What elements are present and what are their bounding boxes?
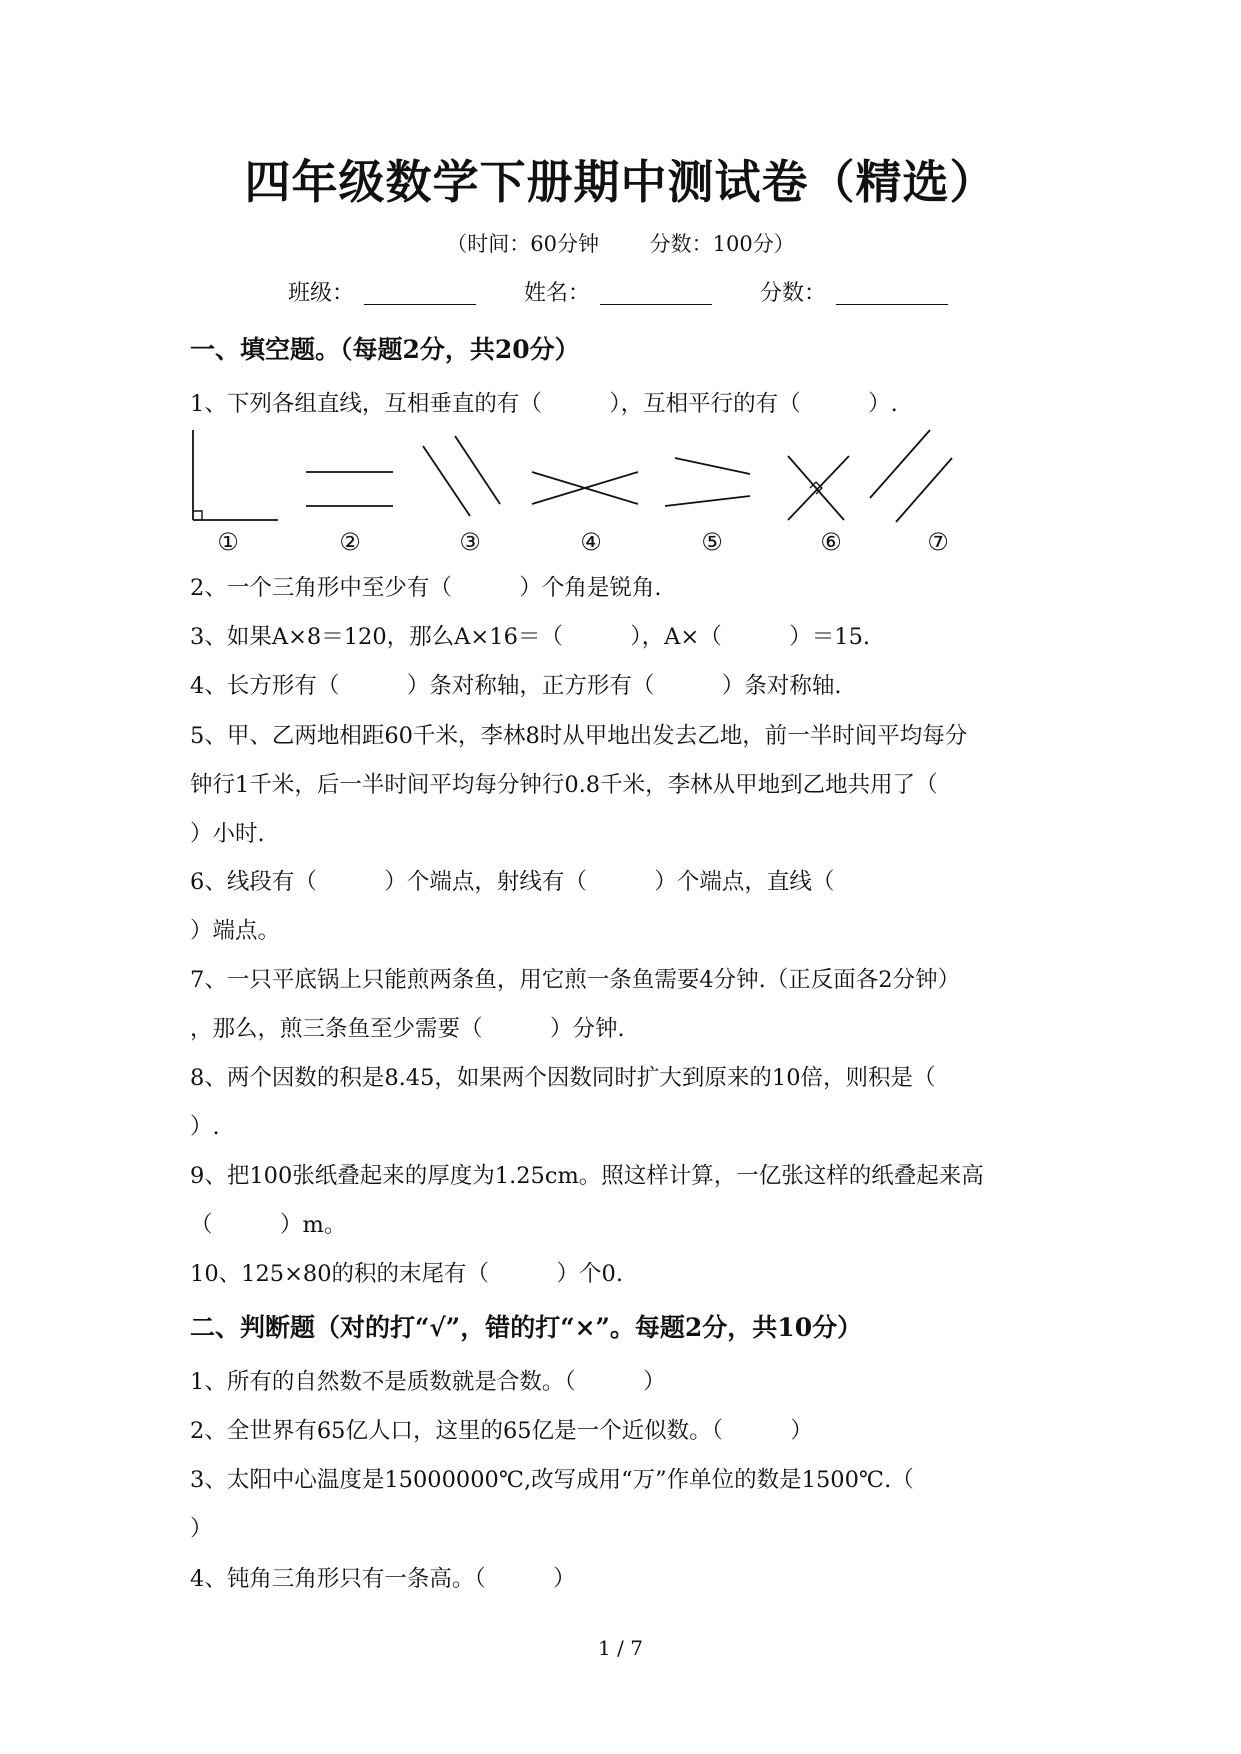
fill-question-1: 1、下列各组直线，互相垂直的有（ ），互相平行的有（ ）. (190, 391, 898, 417)
exam-time: （时间：60分钟 (446, 232, 599, 256)
figure-label-2: ② (339, 528, 361, 555)
fill-question-6-line-1: 6、线段有（ ）个端点，射线有（ ）个端点，直线（ (190, 869, 835, 895)
figure-pair-2 (306, 472, 393, 506)
figure-label-7: ⑦ (927, 528, 949, 555)
figure-label-5: ⑤ (701, 528, 723, 555)
judge-question-3-line-2: ） (190, 1516, 213, 1542)
fill-question-5-line-1: 5、甲、乙两地相距60千米，李林8时从甲地出发去乙地，前一半时间平均每分 (190, 723, 968, 749)
section-fill-in-heading: 一、填空题。（每题2分，共20分） (190, 335, 580, 364)
name-blank[interactable] (600, 304, 712, 305)
score-blank[interactable] (836, 304, 948, 305)
fill-question-10: 10、125×80的积的末尾有（ ）个0. (190, 1261, 624, 1287)
fill-question-2: 2、一个三角形中至少有（ ）个角是锐角. (190, 575, 662, 601)
fill-question-5-line-3: ）小时. (190, 821, 265, 847)
fill-question-6-line-2: ）端点。 (190, 918, 281, 944)
page-title: 四年级数学下册期中测试卷（精选） (244, 155, 997, 209)
exam-total-score: 分数：100分） (649, 232, 795, 256)
judge-question-4: 4、钝角三角形只有一条高。（ ） (190, 1566, 576, 1592)
fill-question-4: 4、长方形有（ ）条对称轴，正方形有（ ）条对称轴. (190, 673, 842, 699)
figure-label-1: ① (217, 528, 239, 555)
judge-question-3-line-1: 3、太阳中心温度是15000000℃,改写成用“万”作单位的数是1500℃.（ (190, 1467, 914, 1493)
exam-meta (0, 228, 1241, 258)
page-number: 1 / 7 (598, 1636, 643, 1660)
figure-pair-1 (193, 430, 278, 520)
fill-question-5-line-2: 钟行1千米，后一半时间平均每分钟行0.8千米，李林从甲地到乙地共用了（ (190, 772, 938, 798)
figure-label-3: ③ (459, 528, 481, 555)
fill-question-7-line-2: ，那么，煎三条鱼至少需要（ ）分钟. (190, 1016, 625, 1042)
judge-question-2: 2、全世界有65亿人口，这里的65亿是一个近似数。（ ） (190, 1418, 813, 1444)
line-pairs-figure (180, 420, 960, 555)
fill-question-8-line-2: ）. (190, 1114, 220, 1140)
section-true-false-heading: 二、判断题（对的打“√”，错的打“×”。每题2分，共10分） (190, 1313, 863, 1342)
figure-label-6: ⑥ (820, 528, 842, 555)
fill-question-9-line-1: 9、把100张纸叠起来的厚度为1.25cm。照这样计算，一亿张这样的纸叠起来高 (190, 1163, 984, 1189)
class-label: 班级： (288, 281, 355, 306)
class-blank[interactable] (364, 304, 476, 305)
fill-question-8-line-1: 8、两个因数的积是8.45，如果两个因数同时扩大到原来的10倍，则积是（ (190, 1065, 936, 1091)
figure-label-4: ④ (580, 528, 602, 555)
score-label: 分数： (760, 281, 827, 306)
figure-pair-6 (788, 456, 849, 520)
figure-pair-5 (665, 458, 750, 506)
figure-pair-3 (423, 436, 500, 516)
fill-question-9-line-2: （ ）m。 (190, 1212, 347, 1238)
figure-pair-7 (870, 430, 952, 522)
figure-pair-4 (532, 472, 638, 504)
fill-question-3: 3、如果A×8＝120，那么A×16＝（ ），A×（ ）＝15. (190, 624, 871, 650)
judge-question-1: 1、所有的自然数不是质数就是合数。（ ） (190, 1369, 666, 1395)
name-label: 姓名： (524, 281, 591, 306)
fill-question-7-line-1: 7、一只平底锅上只能煎两条鱼，用它煎一条鱼需要4分钟.（正反面各2分钟） (190, 967, 961, 993)
